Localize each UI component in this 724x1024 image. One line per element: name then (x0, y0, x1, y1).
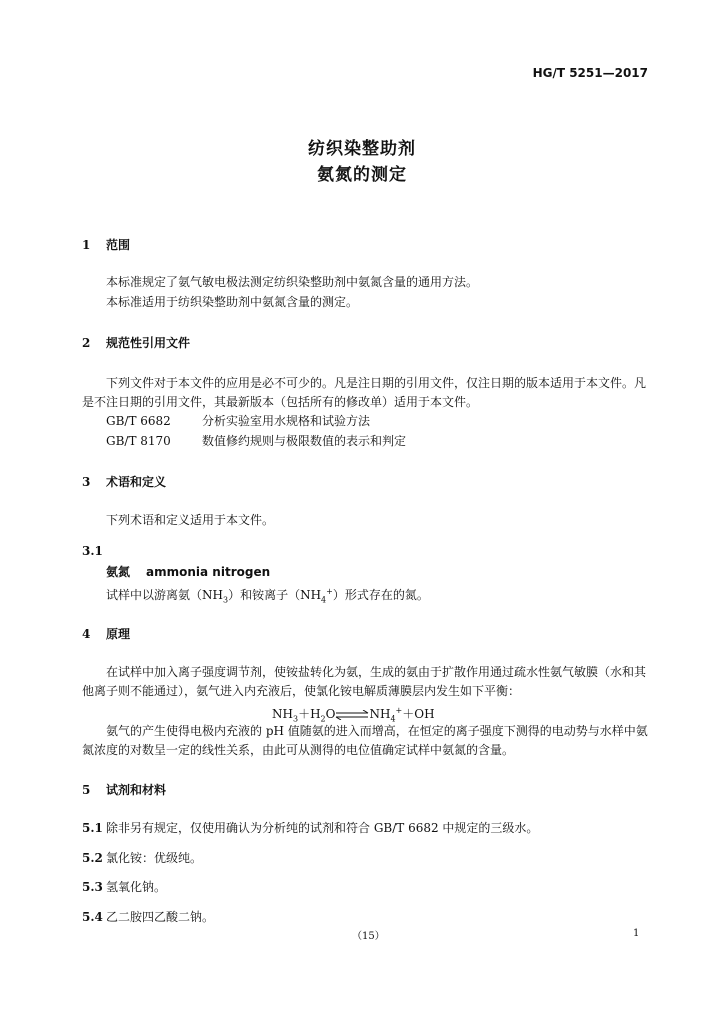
subscript: 2 (320, 714, 326, 724)
section-1-heading (82, 236, 130, 253)
reference-item (106, 433, 406, 449)
eq-text: O (325, 707, 336, 721)
item-text: 乙二胺四乙酸二钠。 (106, 910, 215, 924)
section-3-para-1: 下列术语和定义适用于本文件。 (106, 513, 275, 527)
section-number: 1 (82, 238, 91, 252)
item-number: 5.1 (82, 821, 103, 835)
subscript: 3 (222, 595, 229, 605)
item-text: 氢氧化钠。 (106, 880, 167, 894)
term-english: ammonia nitrogen (146, 565, 271, 579)
section-4-para-1: 在试样中加入离子强度调节剂，使铵盐转化为氨，生成的氨由于扩散作用通过疏水性氨气敏膜（水和其他离子则不能通过），氨气进入内充液后，使氯化铵电解质薄膜层内发生如下平衡： (82, 665, 647, 698)
section-title: 范围 (106, 238, 131, 252)
section-number: 4 (82, 627, 91, 641)
item-number: 5.4 (82, 910, 103, 924)
reference-title: 数值修约规则与极限数值的表示和判定 (202, 434, 407, 448)
reference-code: GB/T 6682 (106, 414, 171, 428)
section-5-heading (82, 781, 166, 798)
item-number: 5.2 (82, 851, 103, 865)
superscript: + (395, 706, 403, 715)
section-title: 规范性引用文件 (106, 336, 191, 350)
standard-number: HG/T 5251—2017 (532, 66, 648, 80)
term-entry (106, 564, 270, 580)
section-1-para-1: 本标准规定了氨气敏电极法测定纺织染整助剂中氨氮含量的通用方法。 (106, 275, 479, 289)
section-title: 术语和定义 (106, 475, 167, 489)
page-number-right: 1 (633, 928, 640, 939)
subscript: 4 (321, 595, 327, 605)
section-1-para-2: 本标准适用于纺织染整助剂中氨氮含量的测定。 (106, 295, 359, 309)
section-4-heading (82, 625, 130, 642)
list-item (82, 850, 202, 866)
section-number: 5 (82, 783, 91, 797)
section-3-heading (82, 473, 166, 490)
document-title: 纺织染整助剂 (308, 139, 416, 159)
section-title: 原理 (106, 627, 131, 641)
item-text: 氯化铵：优级纯。 (106, 851, 203, 865)
definition-text: 试样中以游离氨（NH (106, 588, 223, 602)
document-subtitle: 氨氮的测定 (317, 165, 407, 185)
term-chinese: 氨氮 (106, 565, 131, 579)
equilibrium-arrow-icon (335, 710, 369, 720)
item-text: 除非另有规定，仅使用确认为分析纯的试剂和符合 GB/T 6682 中规定的三级水。 (106, 821, 539, 835)
subscript: 3 (292, 714, 299, 724)
eq-text: ＋H (298, 707, 321, 721)
reference-title: 分析实验室用水规格和试验方法 (202, 414, 371, 428)
subscript: 4 (390, 714, 396, 724)
page-number-center: （15） (352, 931, 385, 942)
section-2-para-1: 下列文件对于本文件的应用是必不可少的。凡是注日期的引用文件，仅注日期的版本适用于本文件。凡是不注日期的引用文件，其最新版本（包括所有的修改单）适用于本文件。 (82, 376, 647, 409)
definition-text: ）形式存在的氮。 (332, 588, 429, 602)
section-2-heading (82, 334, 190, 351)
reference-code: GB/T 8170 (106, 434, 171, 448)
eq-text: ＋OH (402, 707, 435, 721)
item-number: 5.3 (82, 880, 103, 894)
section-number: 3 (82, 475, 91, 489)
eq-text: NH (369, 707, 391, 721)
list-item (82, 909, 214, 925)
list-item (82, 820, 538, 836)
term-definition (106, 584, 429, 608)
list-item (82, 879, 166, 895)
section-title: 试剂和材料 (106, 783, 167, 797)
reference-item (106, 413, 370, 429)
section-number: 2 (82, 336, 91, 350)
definition-text: ）和铵离子（NH (228, 588, 322, 602)
section-4-para-2: 氨气的产生使得电极内充液的 pH 值随氨的进入而增高，在恒定的离子强度下测得的电动势与水样中氨氮浓度的对数呈一定的线性关系，由此可从测得的电位值确定试样中氨氮的含量。 (82, 724, 648, 757)
subsection-number: 3.1 (82, 544, 103, 558)
superscript: + (326, 587, 333, 596)
eq-text: NH (272, 707, 293, 721)
